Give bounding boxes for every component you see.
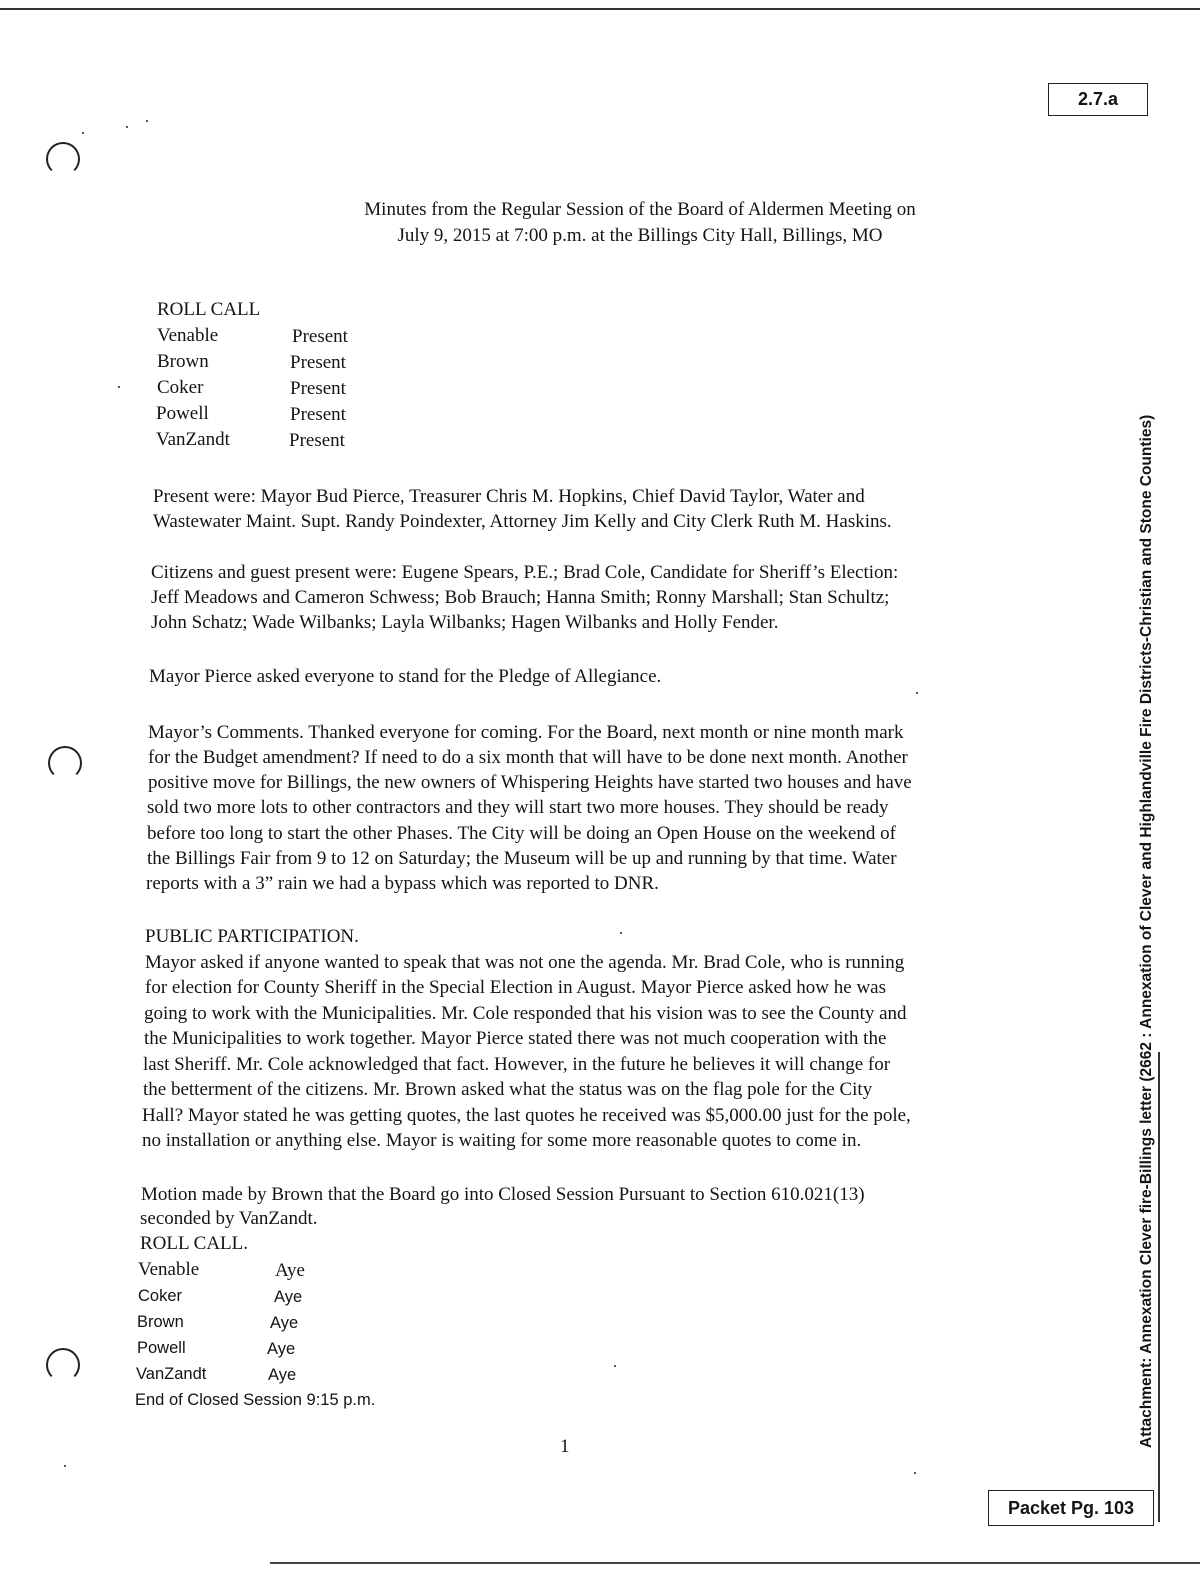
- packet-page-label: Packet Pg. 103: [1007, 1497, 1135, 1518]
- mayors-comments-line: before too long to start the other Phases. The City will be doing an Open House on the weekend of: [147, 823, 896, 844]
- roll-call-status: Aye: [268, 1366, 297, 1384]
- public-participation-heading: PUBLIC PARTICIPATION.: [145, 926, 359, 947]
- minutes-title-line-1: Minutes from the Regular Session of the Board of Aldermen Meeting on: [364, 199, 916, 220]
- citizens-line: Jeff Meadows and Cameron Schwess; Bob Brauch; Hanna Smith; Ronny Marshall; Stan Schultz;: [151, 587, 890, 608]
- public-participation-line: Mayor asked if anyone wanted to speak that was not one the agenda. Mr. Brad Cole, who is running: [145, 952, 905, 973]
- roll-call-heading: ROLL CALL: [157, 299, 261, 320]
- roll-call-name: Powell: [156, 403, 209, 424]
- top-rule: [0, 8, 1200, 10]
- roll-call-heading: ROLL CALL.: [140, 1233, 249, 1254]
- roll-call-status: Present: [290, 378, 346, 399]
- roll-call-status: Aye: [270, 1314, 299, 1332]
- agenda-ref-label: 2.7.a: [1077, 89, 1119, 109]
- attachment-sidebar-text: Attachment: Annexation Clever fire-Billings letter (2662 : Annexation of Clever and Highlandville Fire Districts-Christian and Stone Counties): [1138, 414, 1155, 1448]
- mayors-comments-line: sold two more lots to other contractors and they will start two more houses. They should be ready: [147, 797, 889, 818]
- roll-call-status: Aye: [275, 1260, 305, 1281]
- minutes-title-line-2: July 9, 2015 at 7:00 p.m. at the Billings City Hall, Billings, MO: [397, 225, 883, 246]
- page-number: 1: [560, 1436, 570, 1457]
- mayors-comments-line: reports with a 3” rain we had a bypass which was reported to DNR.: [146, 873, 659, 894]
- roll-call-name: Venable: [138, 1259, 200, 1280]
- roll-call-name: VanZandt: [156, 429, 230, 450]
- roll-call-status: Aye: [274, 1288, 303, 1306]
- mayors-comments-line: positive move for Billings, the new owners of Whispering Heights have started two houses and have: [148, 772, 912, 793]
- right-margin-rule: [1158, 1052, 1160, 1522]
- scan-speck: [916, 692, 918, 694]
- scan-speck: [82, 132, 84, 134]
- mayors-comments-line: for the Budget amendment? If need to do a six month that will have to be done next month. Another: [148, 747, 908, 768]
- public-participation-line: last Sheriff. Mr. Cole acknowledged that fact. However, in the future he believes it will change for: [143, 1054, 891, 1075]
- agenda-ref-box: [1048, 83, 1148, 116]
- roll-call-status: Aye: [267, 1340, 296, 1358]
- roll-call-name: Coker: [157, 377, 204, 398]
- roll-call-name: Powell: [137, 1339, 186, 1357]
- public-participation-line: for election for County Sheriff in the Special Election in August. Mayor Pierce asked how he was: [145, 977, 886, 998]
- mayors-comments-line: the Billings Fair from 9 to 12 on Saturday; the Museum will be up and running by that time. Water: [147, 848, 897, 869]
- roll-call-status: Present: [289, 430, 345, 451]
- roll-call-status: Present: [290, 352, 346, 373]
- public-participation-line: the Municipalities to work together. Mayor Pierce stated there was not much cooperation with the: [144, 1028, 887, 1049]
- end-closed-session: End of Closed Session 9:15 p.m.: [135, 1391, 376, 1409]
- scan-speck: [146, 120, 148, 122]
- public-participation-line: going to work with the Municipalities. Mr. Cole responded that his vision was to see the County and: [144, 1003, 907, 1024]
- pledge-line: Mayor Pierce asked everyone to stand for the Pledge of Allegiance.: [149, 666, 662, 687]
- present-were-line: Present were: Mayor Bud Pierce, Treasurer Chris M. Hopkins, Chief David Taylor, Water and: [153, 486, 865, 507]
- scan-speck: [118, 386, 120, 388]
- citizens-line: John Schatz; Wade Wilbanks; Layla Wilbanks; Hagen Wilbanks and Holly Fender.: [151, 612, 779, 633]
- punch-hole-icon: [48, 746, 82, 780]
- motion-line: seconded by VanZandt.: [140, 1208, 318, 1229]
- roll-call-status: Present: [290, 404, 346, 425]
- punch-hole-icon: [46, 1348, 80, 1382]
- citizens-line: Citizens and guest present were: Eugene Spears, P.E.; Brad Cole, Candidate for Sheriff’s Election:: [151, 562, 899, 583]
- scan-speck: [126, 126, 128, 128]
- roll-call-name: Brown: [157, 351, 209, 372]
- packet-page-box: [988, 1490, 1154, 1526]
- public-participation-line: Hall? Mayor stated he was getting quotes, the last quotes he received was $5,000.00 just for the pole,: [142, 1105, 911, 1126]
- public-participation-line: no installation or anything else. Mayor is waiting for some more reasonable quotes to come in.: [142, 1130, 862, 1151]
- roll-call-name: Venable: [157, 325, 219, 346]
- roll-call-name: Brown: [137, 1313, 184, 1331]
- motion-line: Motion made by Brown that the Board go into Closed Session Pursuant to Section 610.021(13): [141, 1184, 865, 1205]
- roll-call-name: VanZandt: [136, 1365, 207, 1383]
- bottom-rule: [270, 1562, 1200, 1564]
- scan-speck: [914, 1472, 916, 1474]
- scan-speck: [614, 1365, 616, 1367]
- punch-hole-icon: [46, 142, 80, 176]
- roll-call-name: Coker: [138, 1287, 183, 1305]
- roll-call-status: Present: [292, 326, 348, 347]
- mayors-comments-line: Mayor’s Comments. Thanked everyone for coming. For the Board, next month or nine month mark: [148, 722, 904, 743]
- scan-speck: [64, 1465, 66, 1467]
- public-participation-line: the betterment of the citizens. Mr. Brown asked what the status was on the flag pole for the City: [143, 1079, 873, 1100]
- present-were-line: Wastewater Maint. Supt. Randy Poindexter, Attorney Jim Kelly and City Clerk Ruth M. Haskins.: [153, 511, 892, 532]
- scan-speck: [620, 932, 622, 934]
